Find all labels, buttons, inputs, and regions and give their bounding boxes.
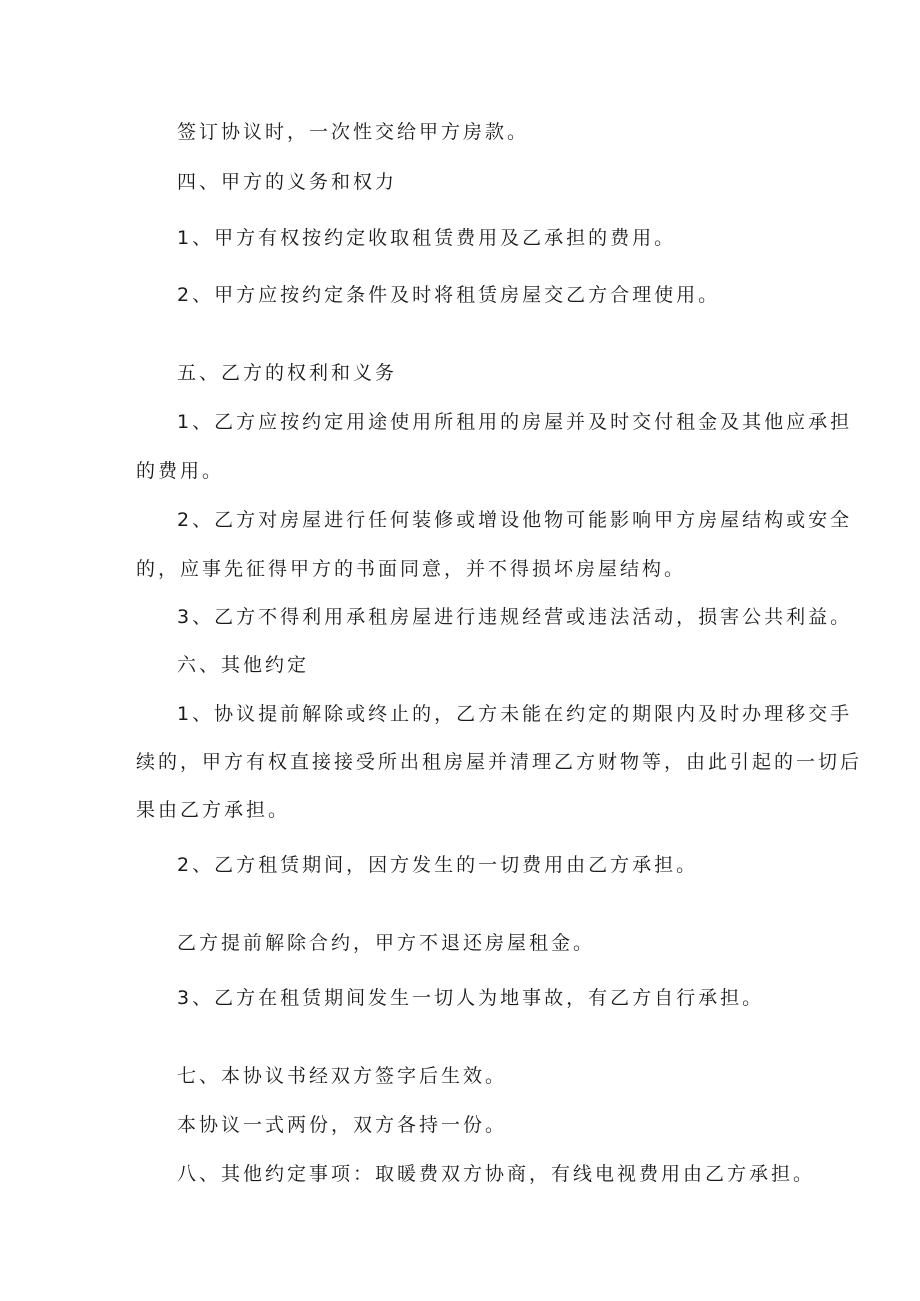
section-heading: 五、乙方的权利和义务 (177, 362, 398, 384)
paragraph-line: 2、乙方对房屋进行任何装修或增设他物可能影响甲方房屋结构或安全 (177, 509, 853, 531)
paragraph-line: 2、乙方租赁期间，因方发生的一切费用由乙方承担。 (177, 854, 699, 876)
section-heading: 七、本协议书经双方签字后生效。 (177, 1065, 508, 1087)
paragraph-line: 果由乙方承担。 (136, 799, 291, 821)
paragraph-line: 1、乙方应按约定用途使用所租用的房屋并及时交付租金及其他应承担 (177, 411, 853, 433)
paragraph-line: 3、乙方在租赁期间发生一切人为地事故，有乙方自行承担。 (177, 987, 765, 1009)
section-heading: 六、其他约定 (177, 654, 310, 676)
paragraph-line: 签订协议时，一次性交给甲方房款。 (177, 121, 530, 143)
paragraph-line: 2、甲方应按约定条件及时将租赁房屋交乙方合理使用。 (177, 284, 721, 306)
paragraph-line: 3、乙方不得利用承租房屋进行违规经营或违法活动，损害公共利益。 (177, 606, 853, 628)
paragraph-line: 本协议一式两份，双方各持一份。 (177, 1114, 508, 1136)
paragraph-line: 的，应事先征得甲方的书面同意，并不得损坏房屋结构。 (136, 558, 687, 580)
paragraph-line: 1、协议提前解除或终止的，乙方未能在约定的期限内及时办理移交手 (177, 703, 853, 725)
paragraph-line: 续的，甲方有权直接接受所出租房屋并清理乙方财物等，由此引起的一切后 (136, 751, 863, 773)
section-heading: 八、其他约定事项：取暖费双方协商，有线电视费用由乙方承担。 (177, 1163, 816, 1185)
paragraph-line: 乙方提前解除合约，甲方不退还房屋租金。 (177, 932, 596, 954)
paragraph-line: 1、甲方有权按约定收取租赁费用及乙承担的费用。 (177, 227, 677, 249)
paragraph-line: 的费用。 (136, 460, 225, 482)
section-heading: 四、甲方的义务和权力 (177, 171, 398, 193)
